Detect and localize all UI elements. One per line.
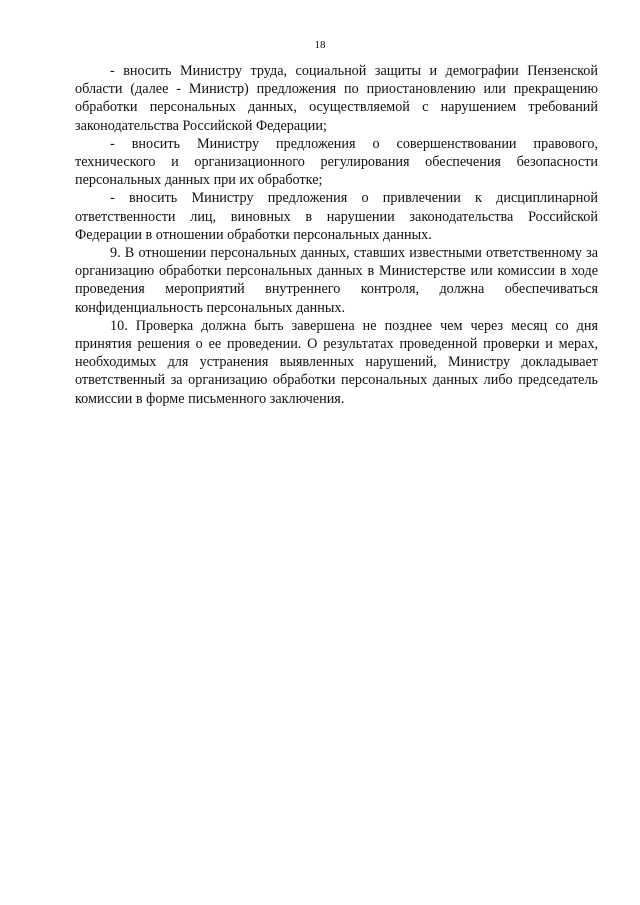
paragraph-item-9: 9. В отношении персональных данных, ставших известными ответственному за организацию обработки персональных данных в Министерстве или комиссии в ходе проведения мероприятий внутреннего контроля, должна обеспечиваться конфиденциальность персональных данных. [75,245,598,316]
paragraph-propose-disciplinary: - вносить Министру предложения о привлечении к дисциплинарной ответственности лиц, виновных в нарушении законодательства Российской Федерации в отношении обработки персональных данных. [75,190,598,243]
document-body [75,62,598,408]
page-number: 18 [314,39,326,51]
paragraph-item-10: 10. Проверка должна быть завершена не позднее чем через месяц со дня принятия решения о ее проведении. О результатах проведенной проверки и мерах, необходимых для устранения выявленных нарушений, Министру докладывает ответственный за организацию обработки персональных данных либо председатель комиссии в форме письменного заключения. [75,317,598,407]
paragraph-propose-suspension: - вносить Министру труда, социальной защиты и демографии Пензенской области (далее - Министр) предложения по приостановлению или прекращению обработки персональных данных, осуществляемой с нарушением требований законодательства Российской Федерации; [75,63,598,134]
paragraph-propose-improvement: - вносить Министру предложения о совершенствовании правового, технического и организационного регулирования обеспечения безопасности персональных данных при их обработке; [75,135,598,189]
